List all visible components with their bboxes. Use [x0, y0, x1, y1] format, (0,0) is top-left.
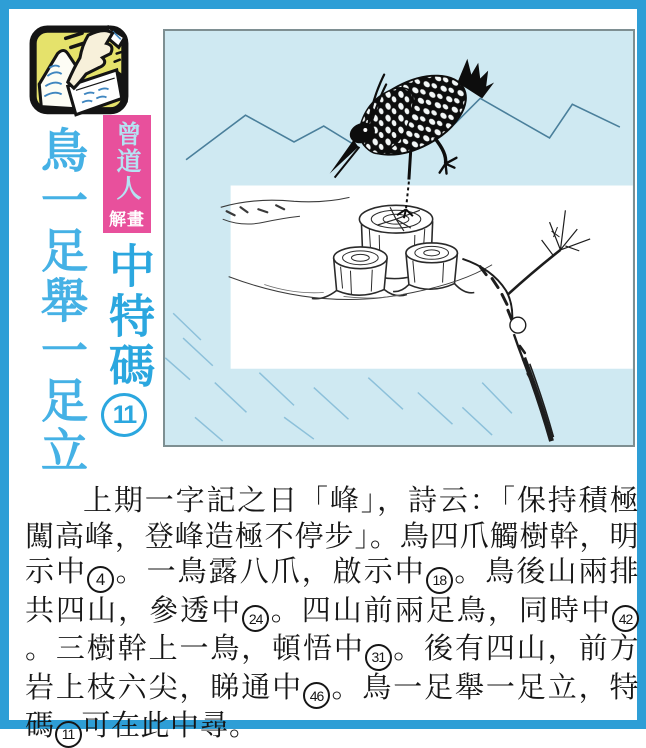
bird-stumps-drawing [165, 31, 633, 445]
special-number-badge: 11 [101, 393, 147, 437]
vertical-headline: 鳥一足舉一足立 [35, 126, 88, 476]
circled-number: 4 [87, 566, 114, 593]
hand-writing-on-book-icon [27, 23, 131, 123]
circled-number: 24 [242, 605, 269, 632]
circled-number: 31 [365, 644, 392, 671]
circled-number: 18 [426, 567, 453, 594]
hand-writing-on-book-icon [27, 23, 131, 123]
author-strip [103, 115, 151, 233]
author-strip-subtitle: 解畫 [109, 210, 145, 229]
bird-stumps-illustration [163, 29, 635, 447]
author-strip-title: 曾道人 [113, 121, 141, 202]
circled-number: 46 [303, 682, 330, 709]
column-title: 中特碼 [103, 242, 155, 392]
circled-number: 11 [55, 721, 82, 748]
circled-number: 42 [612, 605, 639, 632]
article-text: 上期一字記之日「峰」，詩云：「保持積極闖高峰，登峰造極不停步」。鳥四爪觸樹幹，明示中 4 。一鳥露八爪，啟示中 18 。鳥後山兩排共四山，參透中 24 。四山前兩足鳥，同時中 42。三樹幹上一鳥，頓悟中 31 。後有四山，前方岩上枝六尖，睇通中 46 。鳥一足舉一足立，特碼 11 可在此中尋。 [25, 484, 639, 746]
